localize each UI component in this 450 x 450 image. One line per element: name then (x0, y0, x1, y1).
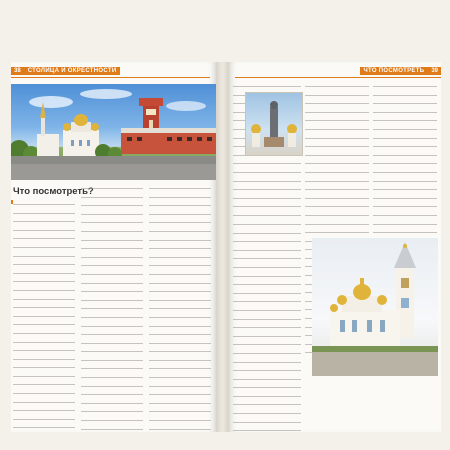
right-text-column-1-lower (233, 222, 301, 432)
left-text-column-1 (13, 202, 75, 432)
left-text-column-3 (149, 186, 211, 432)
church-photo (312, 238, 438, 376)
left-page-number: 38 (11, 67, 24, 75)
section-heading: Что посмотреть? (13, 186, 94, 197)
right-running-header (360, 66, 442, 76)
left-text-column-2 (81, 186, 143, 432)
left-running-title: СТОЛИЦА И ОКРЕСТНОСТИ (24, 67, 121, 75)
monument-photo (245, 92, 303, 156)
right-running-title: ЧТО ПОСМОТРЕТЬ (360, 67, 429, 75)
right-page-number: 39 (428, 67, 441, 75)
left-header-rule (11, 77, 210, 78)
city-square-photo (11, 84, 216, 180)
left-page (11, 62, 216, 432)
left-running-header (11, 66, 120, 76)
book-gutter (216, 62, 229, 432)
right-header-rule (235, 77, 441, 78)
